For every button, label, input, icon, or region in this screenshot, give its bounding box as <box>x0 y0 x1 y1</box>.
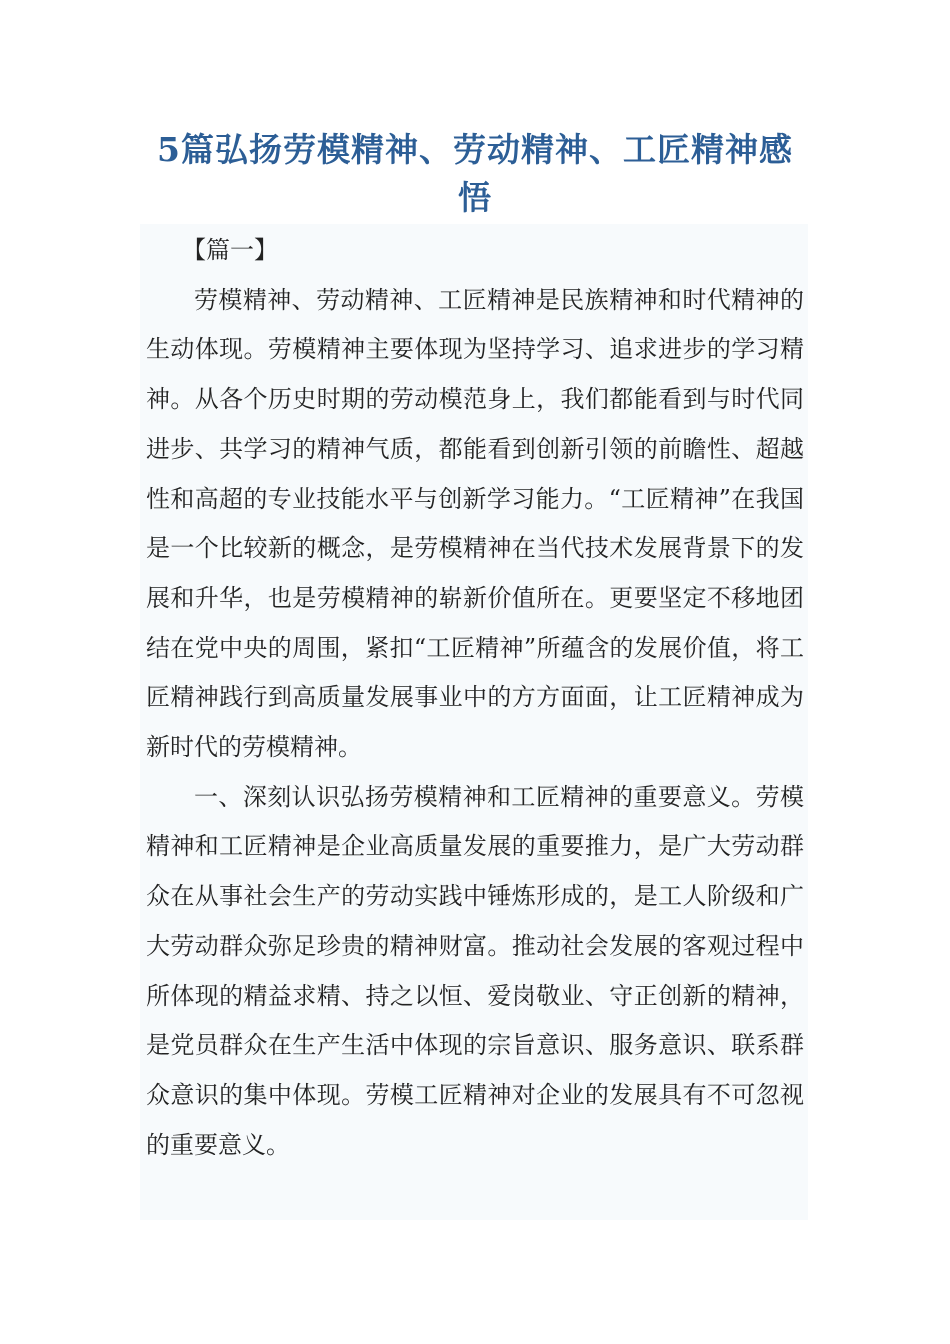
paragraph-2: 一、深刻认识弘扬劳模精神和工匠精神的重要意义。劳模精神和工匠精神是企业高质量发展的重要推力，是广大劳动群众在从事社会生产的劳动实践中锤炼形成的，是工人阶级和广大劳动群众弥足珍贵的精神财富。推动社会发展的客观过程中所体现的精益求精、持之以恒、爱岗敬业、守正创新的精神，是党员群众在生产生活中体现的宗旨意识、服务意识、联系群众意识的集中体现。劳模工匠精神对企业的发展具有不可忽视的重要意义。 <box>146 782 804 1159</box>
document-title <box>140 126 810 222</box>
document-body <box>140 224 808 1220</box>
title-line-2: 悟 <box>458 178 492 217</box>
title-line-1: 5篇弘扬劳模精神、劳动精神、工匠精神感 <box>157 130 793 169</box>
paragraph-1: 劳模精神、劳动精神、工匠精神是民族精神和时代精神的生动体现。劳模精神主要体现为坚持学习、追求进步的学习精神。从各个历史时期的劳动模范身上，我们都能看到与时代同进步、共学习的精神气质，都能看到创新引领的前瞻性、超越性和高超的专业技能水平与创新学习能力。“工匠精神”在我国是一个比较新的概念，是劳模精神在当代技术发展背景下的发展和升华，也是劳模精神的崭新价值所在。更要坚定不移地团结在党中央的周围，紧扣“工匠精神”所蕴含的发展价值，将工匠精神践行到高质量发展事业中的方方面面，让工匠精神成为新时代的劳模精神。 <box>146 285 804 762</box>
section-label: 【篇一】 <box>182 236 278 264</box>
